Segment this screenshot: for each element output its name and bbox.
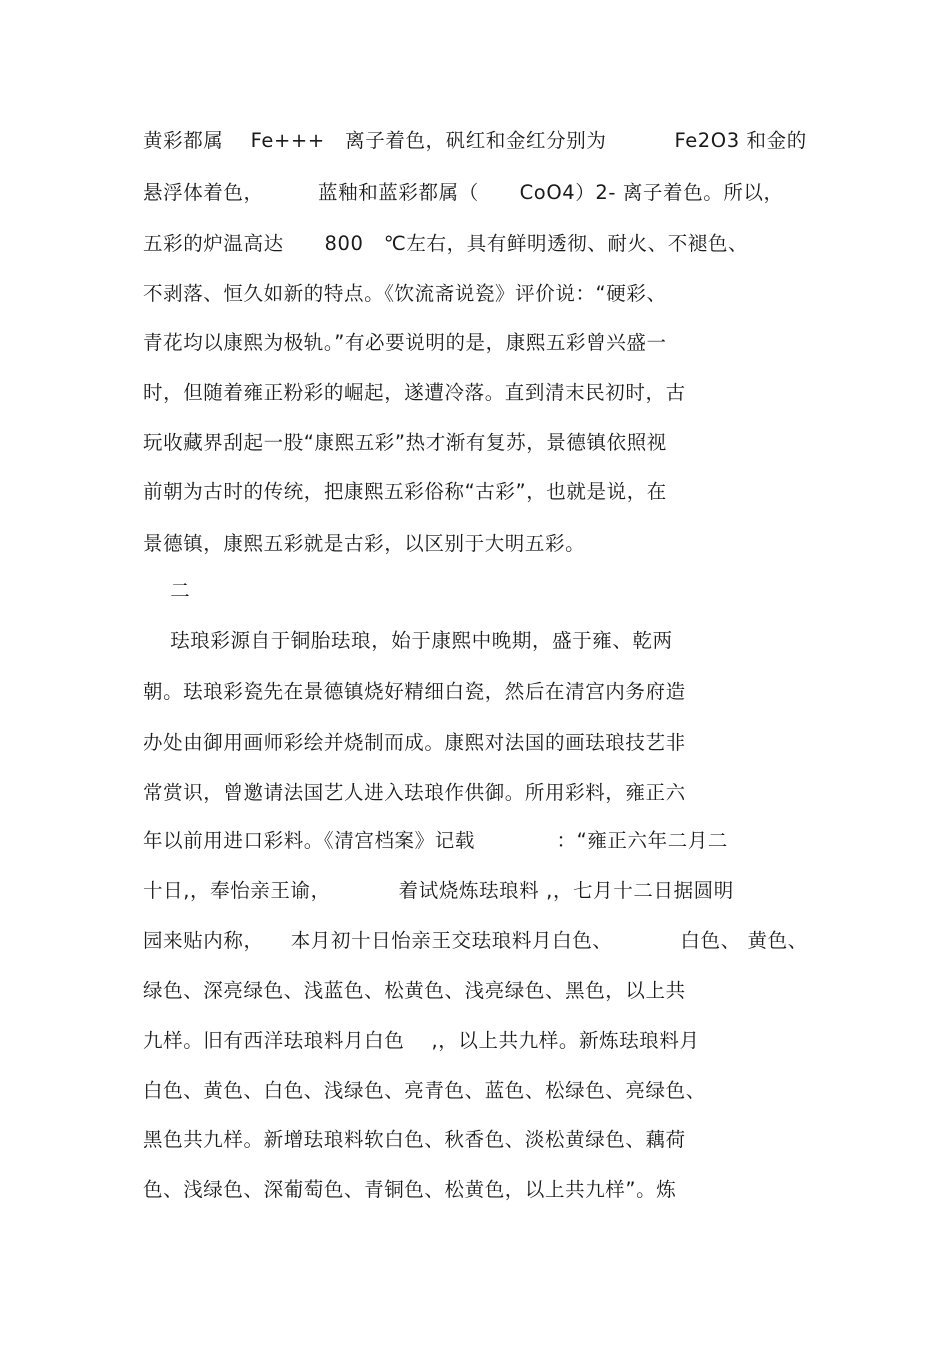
- text-line: 不剥落、恒久如新的特点。《饮流斋说瓷》评价说：“硬彩、: [143, 282, 667, 305]
- text-line: 朝。珐琅彩瓷先在景德镇烧好精细白瓷，然后在清宫内务府造: [143, 680, 686, 703]
- text-line: 青花均以康熙为极轨。”有必要说明的是，康熙五彩曾兴盛一: [143, 331, 667, 354]
- text-line: 景德镇，康熙五彩就是古彩，以区别于大明五彩。: [143, 532, 586, 555]
- text-line: 时，但随着雍正粉彩的崛起，遂遭冷落。直到清末民初时，古: [143, 381, 686, 404]
- text-line: 绿色、深亮绿色、浅蓝色、松黄色、浅亮绿色、黑色，以上共: [143, 979, 686, 1002]
- text-line: 黑色共九样。新增珐琅料软白色、秋香色、淡松黄绿色、藕荷: [143, 1128, 686, 1151]
- text-line: 九样。旧有西洋珐琅料月白色 ,，以上共九样。新炼珐琅料月: [143, 1029, 700, 1052]
- text-line: 色、浅绿色、深葡萄色、青铜色、松黄色，以上共九样”。炼: [143, 1178, 677, 1201]
- text-line: 白色、黄色、白色、浅绿色、亮青色、蓝色、松绿色、亮绿色、: [143, 1079, 706, 1102]
- text-line: 十日,，奉怡亲王谕， 着试烧炼珐琅料 ,，七月十二日据圆明: [143, 879, 734, 902]
- text-line: 园来贴内称， 本月初十日怡亲王交珐琅料月白色、 白色、 黄色、: [143, 929, 808, 952]
- text-line: 珐琅彩源自于铜胎珐琅，始于康熙中晚期，盛于雍、乾两: [143, 629, 673, 652]
- text-line: 常赏识，曾邀请法国艺人进入珐琅作供御。所用彩料，雍正六: [143, 781, 686, 804]
- text-line: 黄彩都属 Fe+++ 离子着色，矾红和金红分别为 Fe2O3 和金的: [143, 129, 807, 152]
- text-line: 五彩的炉温高达 800 ℃左右，具有鲜明透彻、耐火、不褪色、: [143, 232, 749, 255]
- text-line: 玩收藏界刮起一股“康熙五彩”热才渐有复苏，景德镇依照视: [143, 431, 667, 454]
- text-line: 办处由御用画师彩绘并烧制而成。康熙对法国的画珐琅技艺非: [143, 731, 686, 754]
- text-line: 年以前用进口彩料。《清宫档案》记载 ：“雍正六年二月二: [143, 829, 729, 852]
- text-line: 前朝为古时的传统，把康熙五彩俗称“古彩”，也就是说，在: [143, 480, 667, 503]
- section-heading: 二: [143, 579, 191, 602]
- text-line: 悬浮体着色， 蓝釉和蓝彩都属（ CoO4）2- 离子着色。所以，: [143, 181, 784, 204]
